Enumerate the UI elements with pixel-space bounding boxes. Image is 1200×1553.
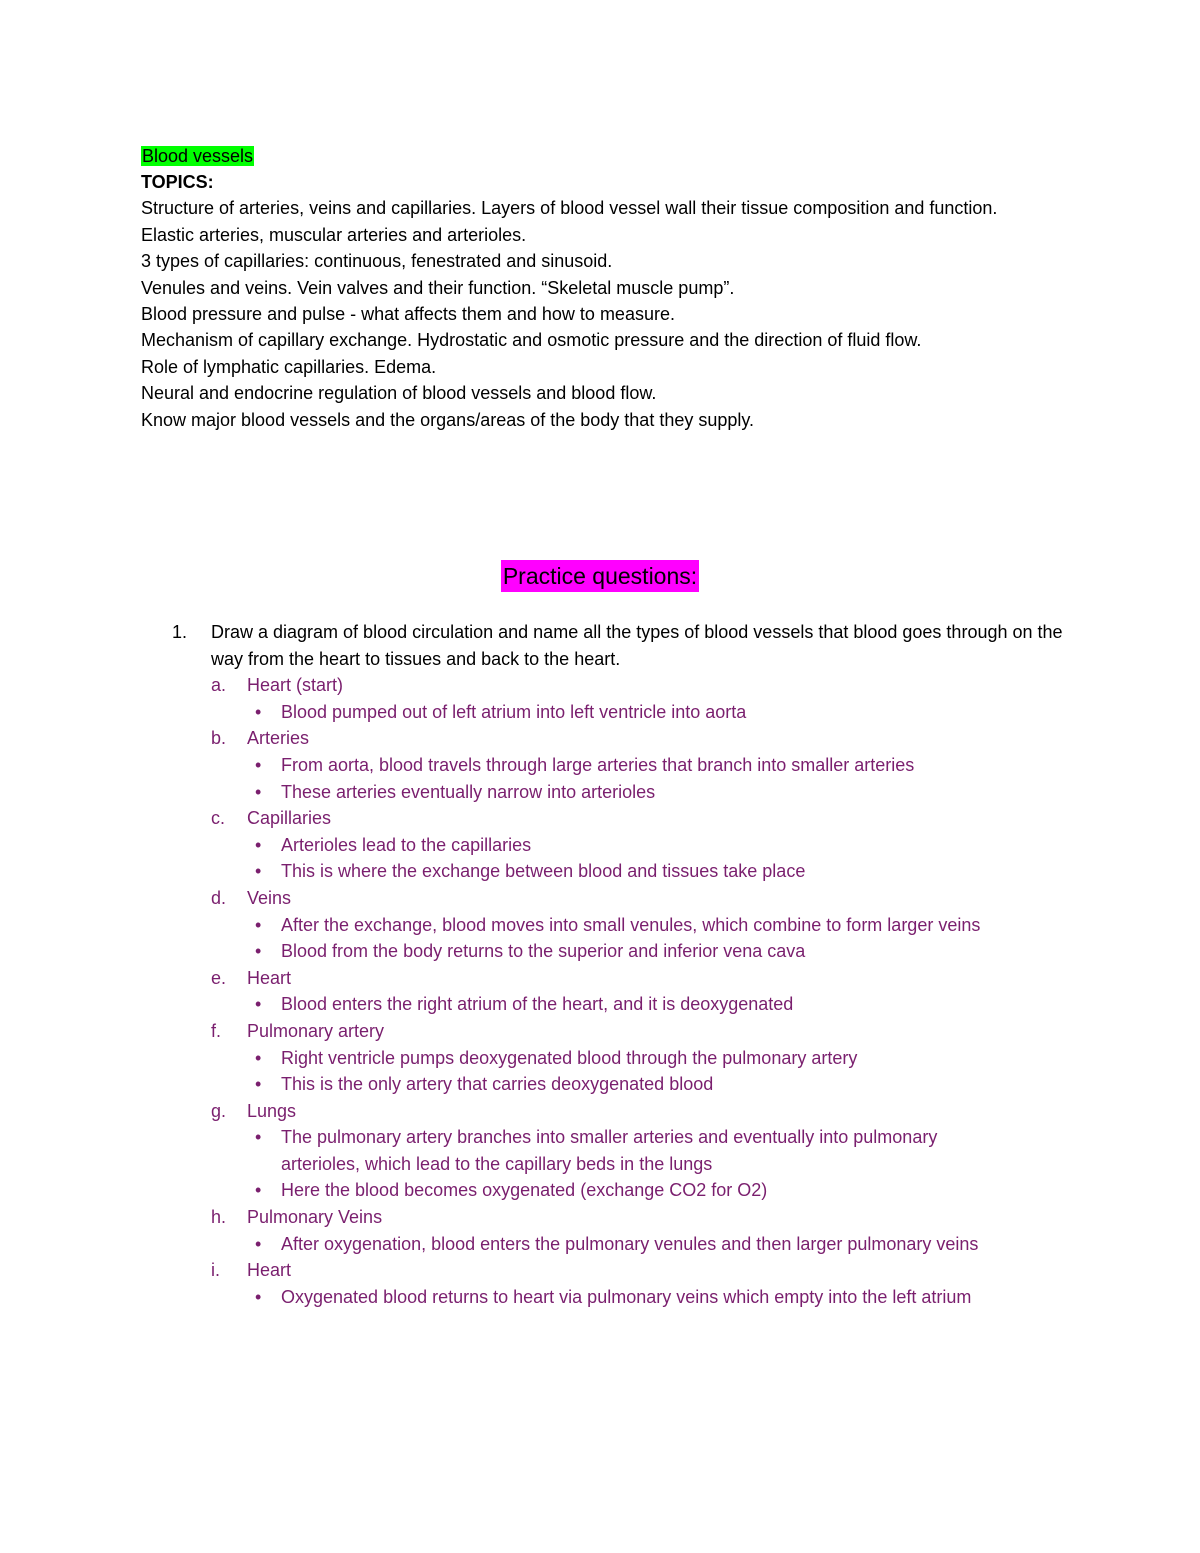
outline-item xyxy=(211,725,1072,752)
bullet-icon: • xyxy=(255,1074,262,1095)
answer-outline xyxy=(211,672,1072,1310)
outline-item xyxy=(211,885,1072,912)
topic-item: Venules and veins. Vein valves and their function. “Skeletal muscle pump”. xyxy=(141,277,735,298)
outline-item xyxy=(211,1018,1072,1045)
outline-item xyxy=(211,1204,1072,1231)
practice-heading-wrap xyxy=(0,560,1200,592)
bullet-icon: • xyxy=(255,861,262,882)
bullet-text: Blood from the body returns to the superior and inferior vena cava xyxy=(281,941,806,962)
question-text: Draw a diagram of blood circulation and name all the types of blood vessels that blood goes through on the way from the heart to tissues and back to the heart. xyxy=(211,622,1063,669)
question-row xyxy=(172,619,1072,672)
bullet-item xyxy=(247,1124,1072,1177)
bullet-text: The pulmonary artery branches into smaller arteries and eventually into pulmonary arterioles, which lead to the capillary beds in the lungs xyxy=(281,1127,938,1174)
topic-item: 3 types of capillaries: continuous, fenestrated and sinusoid. xyxy=(141,251,613,272)
outline-label: Capillaries xyxy=(247,808,332,829)
bullet-text: Arterioles lead to the capillaries xyxy=(281,834,532,855)
bullet-item xyxy=(247,752,1072,779)
outline-item xyxy=(211,965,1072,992)
bullet-item xyxy=(247,1177,1072,1204)
practice-title: Practice questions: xyxy=(501,560,699,592)
topics-label: TOPICS: xyxy=(141,172,214,192)
bullet-icon: • xyxy=(255,781,262,802)
topic-item: Role of lymphatic capillaries. Edema. xyxy=(141,356,437,377)
outline-label: Arteries xyxy=(247,728,310,749)
bullet-item xyxy=(247,991,1072,1018)
outline-letter: g. xyxy=(211,1100,227,1121)
bullet-text: Oxygenated blood returns to heart via pulmonary veins which empty into the left atrium xyxy=(281,1286,972,1307)
outline-label: Heart (start) xyxy=(247,675,344,696)
outline-label: Veins xyxy=(247,887,292,908)
bullet-icon: • xyxy=(255,914,262,935)
outline-label: Heart xyxy=(247,967,292,988)
topic-item: Structure of arteries, veins and capillaries. Layers of blood vessel wall their tissue composition and function. xyxy=(141,198,998,219)
outline-letter: e. xyxy=(211,967,227,988)
bullet-text: Here the blood becomes oxygenated (exchange CO2 for O2) xyxy=(281,1180,768,1201)
bullet-icon: • xyxy=(255,941,262,962)
bullet-item xyxy=(247,858,1072,885)
outline-letter: f. xyxy=(211,1020,222,1041)
title-line xyxy=(141,143,1061,169)
outline-letter: b. xyxy=(211,728,227,749)
bullet-item xyxy=(247,832,1072,859)
bullet-icon: • xyxy=(255,1047,262,1068)
topic-item: Elastic arteries, muscular arteries and arterioles. xyxy=(141,224,527,245)
question-list xyxy=(172,619,1072,1310)
topic-item: Know major blood vessels and the organs/areas of the body that they supply. xyxy=(141,409,755,430)
bullet-icon: • xyxy=(255,834,262,855)
outline-label: Pulmonary Veins xyxy=(247,1207,383,1228)
bullet-item xyxy=(247,1284,1072,1311)
outline-item xyxy=(211,1098,1072,1125)
question-number: 1. xyxy=(172,622,188,642)
outline-label: Heart xyxy=(247,1260,292,1281)
bullet-icon: • xyxy=(255,1233,262,1254)
topic-item: Blood pressure and pulse - what affects them and how to measure. xyxy=(141,304,675,325)
outline-label: Pulmonary artery xyxy=(247,1020,385,1041)
outline-letter: i. xyxy=(211,1260,220,1281)
bullet-icon: • xyxy=(255,754,262,775)
outline-item xyxy=(211,672,1072,699)
bullet-icon: • xyxy=(255,994,262,1015)
bullet-text: Blood pumped out of left atrium into left ventricle into aorta xyxy=(281,701,747,722)
outline-letter: a. xyxy=(211,675,227,696)
bullet-text: After oxygenation, blood enters the pulmonary venules and then larger pulmonary veins xyxy=(281,1233,979,1254)
outline-item xyxy=(211,805,1072,832)
bullet-text: Blood enters the right atrium of the heart, and it is deoxygenated xyxy=(281,994,794,1015)
bullet-item xyxy=(247,1071,1072,1098)
bullet-item xyxy=(247,779,1072,806)
outline-item xyxy=(211,1257,1072,1284)
bullet-item xyxy=(247,912,1072,939)
outline-label: Lungs xyxy=(247,1100,297,1121)
bullet-item xyxy=(247,699,1072,726)
bullet-item xyxy=(247,938,1072,965)
outline-letter: d. xyxy=(211,887,227,908)
bullet-text: After the exchange, blood moves into small venules, which combine to form larger veins xyxy=(281,914,981,935)
bullet-text: Right ventricle pumps deoxygenated blood through the pulmonary artery xyxy=(281,1047,858,1068)
outline-letter: h. xyxy=(211,1207,227,1228)
bullet-icon: • xyxy=(255,1286,262,1307)
bullet-icon: • xyxy=(255,701,262,722)
bullet-icon: • xyxy=(255,1127,262,1148)
bullet-text: This is where the exchange between blood and tissues take place xyxy=(281,861,806,882)
bullet-icon: • xyxy=(255,1180,262,1201)
bullet-text: These arteries eventually narrow into arterioles xyxy=(281,781,656,802)
outline-letter: c. xyxy=(211,808,226,829)
topic-item: Mechanism of capillary exchange. Hydrostatic and osmotic pressure and the direction of fluid flow. xyxy=(141,330,922,351)
bullet-text: From aorta, blood travels through large arteries that branch into smaller arteries xyxy=(281,754,915,775)
topic-item: Neural and endocrine regulation of blood vessels and blood flow. xyxy=(141,383,657,404)
bullet-item xyxy=(247,1045,1072,1072)
bullet-text: This is the only artery that carries deoxygenated blood xyxy=(281,1074,714,1095)
topics-section xyxy=(141,143,1061,433)
bullet-item xyxy=(247,1231,1072,1258)
document-title: Blood vessels xyxy=(142,146,254,166)
